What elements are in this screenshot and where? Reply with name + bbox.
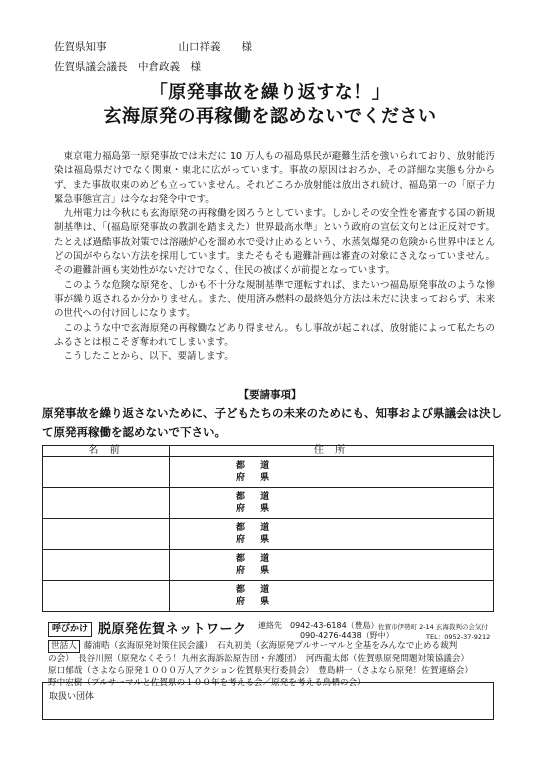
organizer-row [48,622,493,640]
prefecture-suffix-line1: 都 道 [236,492,276,502]
body-paragraph: 東京電力福島第一原発事故では未だに 10 万人もの福島県民が避難生活を強いられており、放射能汚染は福島県だけでなく関東・東北に広がっています。事故の原因はおろか、その詳細な実態も分からず、また事故収束のめども立っていません。それどころか放射能は放出され続け、福島第一の「原子力緊急事態宣言」は今なお発令中です。 [54,151,495,205]
signature-row [43,488,494,519]
caretaker-line: の会） 長谷川照（原発なくそう！九州玄海訴訟原告団・弁護団） 河西龍太郎（佐賀県原発問題対策協議会） [48,654,470,664]
prefecture-suffix-line2: 府 県 [236,473,276,483]
addressee-name: 山口祥義 [178,41,221,53]
prefecture-suffix-line1: 都 道 [236,461,276,471]
addressee-assembly-chair [54,61,201,74]
petition-body [54,150,495,364]
caretaker-line: 藤浦晧（玄海原発対策住民会議） 石丸初美（玄海原発プルサーマルと全基をみんなで止める裁判 [83,641,458,651]
address-cell[interactable] [170,550,494,581]
contact-line: 連絡先 0942-43-6184（豊島） [258,621,379,630]
signature-table [42,445,494,612]
caretaker-line: 野中宏樹（プルサーマルと佐賀県の１００年を考える会／原発を考える鳥栖の会） [48,678,366,688]
organizer-footer [48,622,493,689]
handling-label: 取扱い団体 [49,692,95,702]
prefecture-suffix-line1: 都 道 [236,523,276,533]
signature-header-row [43,446,494,457]
addressee-name: 中倉政義 [138,61,180,73]
signature-row [43,457,494,488]
addressee-honorific: 様 [190,61,201,73]
addressee-office: 佐賀県知事 [54,41,107,53]
signature-row [43,550,494,581]
prefecture-suffix-line1: 都 道 [236,554,276,564]
address-cell[interactable] [170,519,494,550]
address-line: 佐賀市伊勢町 2-14 玄海裁判の会気付 [378,623,488,631]
prefecture-suffix-line2: 府 県 [236,597,276,607]
addressee-office: 佐賀県議会議長 [54,61,128,73]
signature-row [43,581,494,612]
body-paragraph: こうしたことから、以下、要請します。 [63,351,234,363]
organization-address [378,622,490,642]
name-cell[interactable] [43,488,170,519]
addressee-governor [54,41,252,54]
request-heading: 【要請事項】 [238,389,302,401]
prefecture-suffix-line2: 府 県 [236,535,276,545]
name-cell[interactable] [43,550,170,581]
contact-line: 090-4276-4438（野中） [300,631,394,640]
name-cell[interactable] [43,457,170,488]
body-paragraph: 九州電力は今秋にも玄海原発の再稼働を図ろうとしています。しかしその安全性を審査する国の新規制基準は、「(福島原発事故の教訓を踏まえた）世界最高水準」という政府の宣伝文句とは正反対です。たとえば過酷事故対策では溶融炉心を溜め水で受け止めるという、水蒸気爆発の危険から世界中ほとんどの国がやらない方法を採用しています。またそもそも避難計画は審査の対象にさえなっていません。その避難計画も実効性がないだけでなく、住民の被ばくが前提となっています。 [54,208,495,277]
organization-name: 脱原発佐賀ネットワーク [98,621,247,637]
caretaker-label: 世話人 [48,640,80,653]
signature-row [43,519,494,550]
title-line-1: 「原発事故を繰り返すな！」 [149,82,391,103]
address-line: TEL：0952-37-9212 [426,633,491,641]
prefecture-suffix-line2: 府 県 [236,566,276,576]
address-cell[interactable] [170,457,494,488]
prefecture-suffix-line2: 府 県 [236,504,276,514]
prefecture-suffix-line1: 都 道 [236,585,276,595]
caretaker-line: 原口郁哉（さよなら原発１０００万人アクション佐賀県実行委員会） 豊島耕一（さよなら原発！佐賀連絡会） [48,666,473,676]
title-line-2: 玄海原発の再稼働を認めないでください [103,106,437,127]
request-text: 原発事故を繰り返さないために、子どもたちの未来のためにも、知事および県議会は決して原発再稼働を認めないで下さい。 [42,406,502,439]
name-cell[interactable] [43,581,170,612]
body-paragraph: このような中で玄海原発の再稼働などあり得ません。もし事故が起これば、放射能によって私たちのふるさとは根こそぎ奪われてしまいます。 [54,322,495,348]
addressee-honorific: 様 [241,41,252,53]
name-column-header: 名 前 [43,446,170,457]
address-cell[interactable] [170,581,494,612]
handling-organization-box[interactable] [42,682,494,720]
body-paragraph: このような危険な原発を、しかも不十分な規制基準で運転すれば、またいつ福島原発事故のような惨事が繰り返されるか分かりません。また、使用済み燃料の最終処分方法は未だに決まっておらず、未来の世代への付け回しになります。 [54,279,495,320]
address-cell[interactable] [170,488,494,519]
address-column-header: 住 所 [170,446,494,457]
call-label: 呼びかけ [48,622,92,637]
contact-info [258,621,394,641]
name-cell[interactable] [43,519,170,550]
